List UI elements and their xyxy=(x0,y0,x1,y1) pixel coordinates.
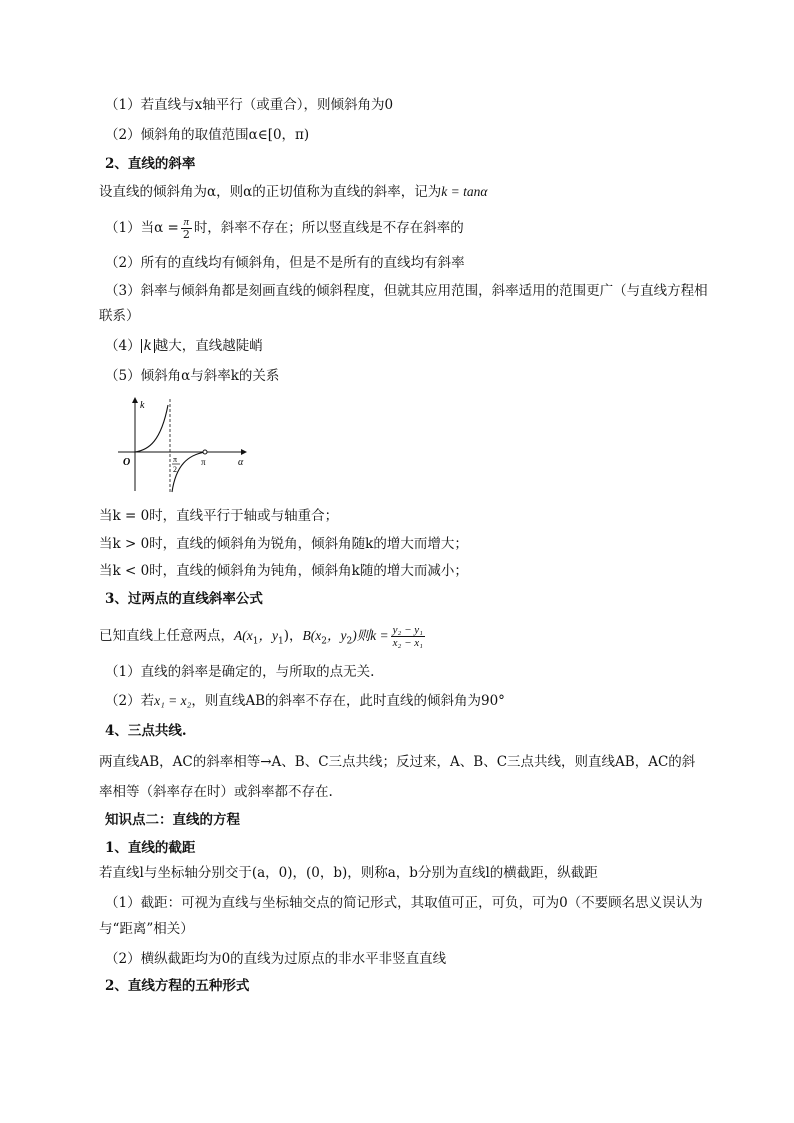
text-line-17: （1）截距：可视为直线与坐标轴交点的简记形式，其取值可正，可负，可为0（不要顾名思义误认为 xyxy=(105,895,703,911)
half-pi-num: π xyxy=(173,455,178,464)
point-a-2: ，y xyxy=(258,628,278,643)
heading-five-forms: 2、直线方程的五种形式 xyxy=(105,978,250,994)
heading-intercept: 1、直线的截距 xyxy=(105,840,196,856)
x1-eq-x2: x₁ = x₂ xyxy=(154,693,192,708)
text-line-7a: （4） xyxy=(105,338,141,354)
origin-label: O xyxy=(123,457,131,468)
fraction-num: π xyxy=(181,216,192,229)
text-line-6: （3）斜率与倾斜角都是刻画直线的倾斜程度，但就其应用范围，斜率适用的范围更广（与直线方程相 xyxy=(105,283,708,299)
half-pi-den: 2 xyxy=(173,465,177,474)
abs-k: k xyxy=(141,339,155,353)
text-line-1: （1）若直线与x轴平行（或重合），则倾斜角为0 xyxy=(105,97,394,113)
text-line-5: （2）所有的直线均有倾斜角，但是不是所有的直线均有斜率 xyxy=(105,255,465,271)
text-line-7b: 越大，直线越陡峭 xyxy=(154,338,263,354)
text-line-13: （1）直线的斜率是确定的，与所取的点无关. xyxy=(105,664,375,680)
heading-two-points: 3、过两点的直线斜率公式 xyxy=(105,591,263,607)
x-axis-arrow xyxy=(241,449,247,455)
point-a-3: )， xyxy=(283,628,303,644)
heading-kp2: 知识点二：直线的方程 xyxy=(105,812,240,828)
text-line-16: 若直线l与坐标轴分别交于(a，0)，(0，b)，则称a，b分别为直线l的横截距，纵截距 xyxy=(99,865,598,881)
text-line-3a: 设直线的倾斜角为α，则α的正切值称为直线的斜率，记为 xyxy=(99,184,442,200)
text-line-9: 当k = 0时，直线平行于轴或与轴重合； xyxy=(99,508,339,524)
sub-b2: 2 xyxy=(346,636,353,647)
text-line-7 xyxy=(105,336,263,356)
tangent-graph xyxy=(113,395,248,495)
fraction-den: 2 xyxy=(182,228,190,241)
text-line-12 xyxy=(99,621,427,657)
heading-slope: 2、直线的斜率 xyxy=(105,156,196,172)
text-line-10: 当k > 0时，直线的倾斜角为锐角，倾斜角随k的增大而增大； xyxy=(99,536,468,552)
text-line-4a: （1）当α = xyxy=(105,220,179,236)
text-line-15b: 率相等（斜率存在时）或斜率都不存在. xyxy=(99,784,333,800)
text-line-4b: 时，斜率不存在；所以竖直线是不存在斜率的 xyxy=(193,220,464,236)
open-point-pi xyxy=(203,450,207,454)
y-label: k xyxy=(140,400,145,411)
text-line-11: 当k < 0时，直线的倾斜角为钝角，倾斜角k随的增大而减小； xyxy=(99,563,468,579)
text-line-2: （2）倾斜角的取值范围α∈[0，π) xyxy=(105,127,310,143)
point-b-2: ，y xyxy=(326,628,347,643)
text-line-6b: 联系） xyxy=(99,308,140,324)
sub-b1: 2 xyxy=(321,636,327,647)
heading-three-points: 4、三点共线. xyxy=(105,723,187,739)
pi-label: π xyxy=(201,457,206,467)
sub-a2: 1 xyxy=(277,636,284,647)
text-line-18: （2）横纵截距均为0的直线为过原点的非水平非竖直直线 xyxy=(105,951,447,967)
text-line-4 xyxy=(105,215,464,241)
curve-left xyxy=(135,405,168,452)
text-line-14 xyxy=(105,691,505,711)
point-a-1: A(x xyxy=(234,628,253,643)
text-line-17b: 与“距离”相关） xyxy=(99,921,194,937)
slope-eq: )则k = xyxy=(352,628,389,643)
point-b-1: B(x xyxy=(302,628,322,643)
text-line-8: （5）倾斜角α与斜率k的关系 xyxy=(105,368,280,384)
slope-num: y₂ − y₁ xyxy=(392,624,424,636)
slope-fraction xyxy=(391,624,425,649)
slope-den: x₂ − x₁ xyxy=(392,637,424,649)
text-line-14c: ，则直线AB的斜率不存在，此时直线的倾斜角为90° xyxy=(191,693,505,709)
sub-a1: 1 xyxy=(252,636,259,647)
fraction-pi-over-2 xyxy=(181,216,192,241)
x-label: α xyxy=(238,457,244,468)
text-line-14a: （2）若 xyxy=(105,693,155,709)
text-line-15: 两直线AB，AC的斜率相等→A、B、C三点共线；反过来，A、B、C三点共线，则直线AB，AC的斜 xyxy=(99,754,696,770)
text-line-12a: 已知直线上任意两点， xyxy=(99,628,234,644)
formula-k-tan: k = tanα xyxy=(441,184,488,199)
y-axis-arrow xyxy=(132,397,138,403)
text-line-3 xyxy=(99,182,487,202)
